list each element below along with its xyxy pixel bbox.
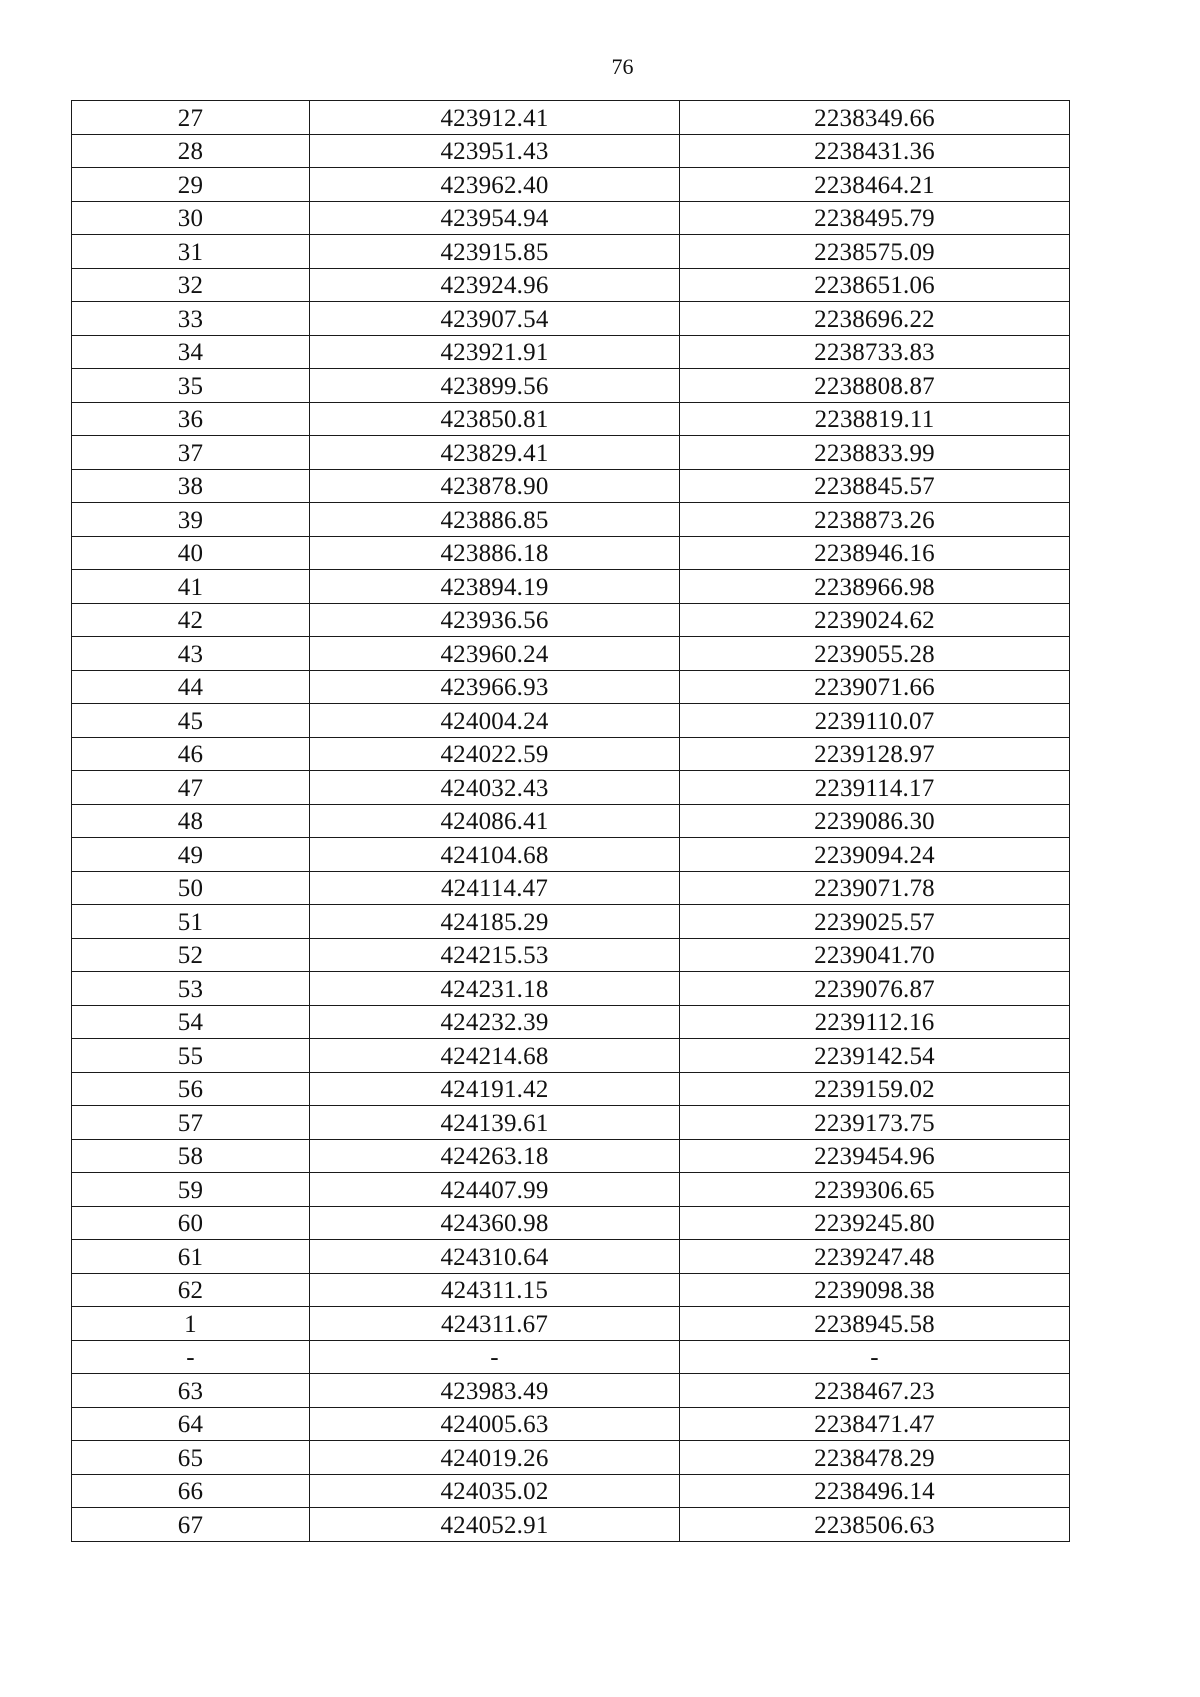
y-coordinate-cell: 2239098.38 <box>680 1273 1070 1307</box>
point-number-cell: 34 <box>72 335 310 369</box>
y-coordinate-cell: 2239173.75 <box>680 1106 1070 1140</box>
table-row <box>72 670 1070 704</box>
table-row <box>72 1407 1070 1441</box>
x-coordinate-cell: 423850.81 <box>310 402 680 436</box>
table-row <box>72 838 1070 872</box>
point-number-cell: 46 <box>72 737 310 771</box>
table-row <box>72 637 1070 671</box>
point-number-cell: 35 <box>72 369 310 403</box>
table-row <box>72 905 1070 939</box>
y-coordinate-cell: 2239041.70 <box>680 938 1070 972</box>
table-row <box>72 1173 1070 1207</box>
y-coordinate-cell: 2239128.97 <box>680 737 1070 771</box>
point-number-cell: 1 <box>72 1307 310 1341</box>
x-coordinate-cell: 423886.18 <box>310 536 680 570</box>
table-row <box>72 972 1070 1006</box>
point-number-cell: 36 <box>72 402 310 436</box>
y-coordinate-cell: 2238431.36 <box>680 134 1070 168</box>
point-number-cell: 53 <box>72 972 310 1006</box>
point-number-cell: 54 <box>72 1005 310 1039</box>
table-row <box>72 1474 1070 1508</box>
x-coordinate-cell: 424019.26 <box>310 1441 680 1475</box>
y-coordinate-cell: 2238733.83 <box>680 335 1070 369</box>
point-number-cell: 41 <box>72 570 310 604</box>
x-coordinate-cell: 424104.68 <box>310 838 680 872</box>
point-number-cell: - <box>72 1340 310 1374</box>
x-coordinate-cell: 423960.24 <box>310 637 680 671</box>
table-row <box>72 1307 1070 1341</box>
table-row <box>72 570 1070 604</box>
point-number-cell: 63 <box>72 1374 310 1408</box>
y-coordinate-cell: 2239071.78 <box>680 871 1070 905</box>
x-coordinate-cell: - <box>310 1340 680 1374</box>
x-coordinate-cell: 424086.41 <box>310 804 680 838</box>
y-coordinate-cell: 2239055.28 <box>680 637 1070 671</box>
point-number-cell: 37 <box>72 436 310 470</box>
point-number-cell: 28 <box>72 134 310 168</box>
y-coordinate-cell: 2239142.54 <box>680 1039 1070 1073</box>
y-coordinate-cell: 2239247.48 <box>680 1240 1070 1274</box>
table-row <box>72 101 1070 135</box>
y-coordinate-cell: 2239112.16 <box>680 1005 1070 1039</box>
x-coordinate-cell: 424022.59 <box>310 737 680 771</box>
point-number-cell: 59 <box>72 1173 310 1207</box>
point-number-cell: 52 <box>72 938 310 972</box>
table-row <box>72 1206 1070 1240</box>
y-coordinate-cell: 2238471.47 <box>680 1407 1070 1441</box>
table-row <box>72 369 1070 403</box>
table-row <box>72 1374 1070 1408</box>
table-row <box>72 603 1070 637</box>
x-coordinate-cell: 423878.90 <box>310 469 680 503</box>
point-number-cell: 62 <box>72 1273 310 1307</box>
point-number-cell: 67 <box>72 1508 310 1542</box>
x-coordinate-cell: 424232.39 <box>310 1005 680 1039</box>
point-number-cell: 47 <box>72 771 310 805</box>
table-row <box>72 268 1070 302</box>
table-row <box>72 503 1070 537</box>
x-coordinate-cell: 424311.67 <box>310 1307 680 1341</box>
table-row <box>72 938 1070 972</box>
table-row <box>72 436 1070 470</box>
table-row <box>72 1508 1070 1542</box>
point-number-cell: 55 <box>72 1039 310 1073</box>
point-number-cell: 27 <box>72 101 310 135</box>
y-coordinate-cell: 2239306.65 <box>680 1173 1070 1207</box>
table-row <box>72 335 1070 369</box>
x-coordinate-cell: 424139.61 <box>310 1106 680 1140</box>
y-coordinate-cell: 2239454.96 <box>680 1139 1070 1173</box>
x-coordinate-cell: 423921.91 <box>310 335 680 369</box>
y-coordinate-cell: 2238696.22 <box>680 302 1070 336</box>
table-row <box>72 235 1070 269</box>
y-coordinate-cell: 2239076.87 <box>680 972 1070 1006</box>
y-coordinate-cell: 2238464.21 <box>680 168 1070 202</box>
table-row <box>72 1072 1070 1106</box>
y-coordinate-cell: 2238467.23 <box>680 1374 1070 1408</box>
point-number-cell: 30 <box>72 201 310 235</box>
table-row <box>72 737 1070 771</box>
table-row <box>72 871 1070 905</box>
table-row <box>72 134 1070 168</box>
x-coordinate-cell: 423954.94 <box>310 201 680 235</box>
x-coordinate-cell: 424005.63 <box>310 1407 680 1441</box>
x-coordinate-cell: 423894.19 <box>310 570 680 604</box>
y-coordinate-cell: 2238506.63 <box>680 1508 1070 1542</box>
point-number-cell: 65 <box>72 1441 310 1475</box>
point-number-cell: 48 <box>72 804 310 838</box>
point-number-cell: 56 <box>72 1072 310 1106</box>
table-row <box>72 1273 1070 1307</box>
table-row <box>72 1441 1070 1475</box>
x-coordinate-cell: 423924.96 <box>310 268 680 302</box>
x-coordinate-cell: 424311.15 <box>310 1273 680 1307</box>
x-coordinate-cell: 424360.98 <box>310 1206 680 1240</box>
table-row <box>72 536 1070 570</box>
x-coordinate-cell: 424191.42 <box>310 1072 680 1106</box>
x-coordinate-cell: 424263.18 <box>310 1139 680 1173</box>
x-coordinate-cell: 424215.53 <box>310 938 680 972</box>
point-number-cell: 40 <box>72 536 310 570</box>
y-coordinate-cell: 2238833.99 <box>680 436 1070 470</box>
x-coordinate-cell: 424214.68 <box>310 1039 680 1073</box>
table-row <box>72 1139 1070 1173</box>
point-number-cell: 45 <box>72 704 310 738</box>
y-coordinate-cell: 2239110.07 <box>680 704 1070 738</box>
table-row <box>72 1340 1070 1374</box>
x-coordinate-cell: 424035.02 <box>310 1474 680 1508</box>
x-coordinate-cell: 423983.49 <box>310 1374 680 1408</box>
x-coordinate-cell: 424407.99 <box>310 1173 680 1207</box>
table-row <box>72 704 1070 738</box>
table-row <box>72 771 1070 805</box>
x-coordinate-cell: 423951.43 <box>310 134 680 168</box>
y-coordinate-cell: - <box>680 1340 1070 1374</box>
x-coordinate-cell: 424185.29 <box>310 905 680 939</box>
y-coordinate-cell: 2238845.57 <box>680 469 1070 503</box>
y-coordinate-cell: 2238495.79 <box>680 201 1070 235</box>
x-coordinate-cell: 423912.41 <box>310 101 680 135</box>
x-coordinate-cell: 423829.41 <box>310 436 680 470</box>
point-number-cell: 50 <box>72 871 310 905</box>
table-row <box>72 469 1070 503</box>
coordinates-table-container <box>71 100 1069 1542</box>
y-coordinate-cell: 2238945.58 <box>680 1307 1070 1341</box>
point-number-cell: 38 <box>72 469 310 503</box>
y-coordinate-cell: 2238808.87 <box>680 369 1070 403</box>
point-number-cell: 49 <box>72 838 310 872</box>
point-number-cell: 51 <box>72 905 310 939</box>
point-number-cell: 61 <box>72 1240 310 1274</box>
table-row <box>72 804 1070 838</box>
point-number-cell: 44 <box>72 670 310 704</box>
page-number: 76 <box>611 54 634 79</box>
x-coordinate-cell: 424052.91 <box>310 1508 680 1542</box>
y-coordinate-cell: 2239245.80 <box>680 1206 1070 1240</box>
point-number-cell: 31 <box>72 235 310 269</box>
table-row <box>72 302 1070 336</box>
x-coordinate-cell: 423899.56 <box>310 369 680 403</box>
table-row <box>72 1005 1070 1039</box>
y-coordinate-cell: 2238575.09 <box>680 235 1070 269</box>
y-coordinate-cell: 2239071.66 <box>680 670 1070 704</box>
point-number-cell: 33 <box>72 302 310 336</box>
point-number-cell: 29 <box>72 168 310 202</box>
y-coordinate-cell: 2239086.30 <box>680 804 1070 838</box>
x-coordinate-cell: 424032.43 <box>310 771 680 805</box>
y-coordinate-cell: 2239114.17 <box>680 771 1070 805</box>
table-row <box>72 168 1070 202</box>
point-number-cell: 39 <box>72 503 310 537</box>
point-number-cell: 32 <box>72 268 310 302</box>
y-coordinate-cell: 2238966.98 <box>680 570 1070 604</box>
point-number-cell: 58 <box>72 1139 310 1173</box>
table-row <box>72 1240 1070 1274</box>
x-coordinate-cell: 424231.18 <box>310 972 680 1006</box>
y-coordinate-cell: 2238651.06 <box>680 268 1070 302</box>
point-number-cell: 66 <box>72 1474 310 1508</box>
point-number-cell: 60 <box>72 1206 310 1240</box>
coordinates-table <box>71 100 1070 1542</box>
y-coordinate-cell: 2238873.26 <box>680 503 1070 537</box>
y-coordinate-cell: 2238496.14 <box>680 1474 1070 1508</box>
point-number-cell: 57 <box>72 1106 310 1140</box>
table-row <box>72 402 1070 436</box>
table-row <box>72 1039 1070 1073</box>
y-coordinate-cell: 2238946.16 <box>680 536 1070 570</box>
point-number-cell: 43 <box>72 637 310 671</box>
x-coordinate-cell: 423915.85 <box>310 235 680 269</box>
y-coordinate-cell: 2238819.11 <box>680 402 1070 436</box>
y-coordinate-cell: 2239025.57 <box>680 905 1070 939</box>
x-coordinate-cell: 423936.56 <box>310 603 680 637</box>
coordinates-table-body <box>72 101 1070 1542</box>
x-coordinate-cell: 424114.47 <box>310 871 680 905</box>
x-coordinate-cell: 424004.24 <box>310 704 680 738</box>
y-coordinate-cell: 2239024.62 <box>680 603 1070 637</box>
y-coordinate-cell: 2239094.24 <box>680 838 1070 872</box>
y-coordinate-cell: 2239159.02 <box>680 1072 1070 1106</box>
x-coordinate-cell: 424310.64 <box>310 1240 680 1274</box>
x-coordinate-cell: 423966.93 <box>310 670 680 704</box>
x-coordinate-cell: 423962.40 <box>310 168 680 202</box>
y-coordinate-cell: 2238478.29 <box>680 1441 1070 1475</box>
table-row <box>72 1106 1070 1140</box>
y-coordinate-cell: 2238349.66 <box>680 101 1070 135</box>
point-number-cell: 42 <box>72 603 310 637</box>
point-number-cell: 64 <box>72 1407 310 1441</box>
x-coordinate-cell: 423886.85 <box>310 503 680 537</box>
table-row <box>72 201 1070 235</box>
x-coordinate-cell: 423907.54 <box>310 302 680 336</box>
